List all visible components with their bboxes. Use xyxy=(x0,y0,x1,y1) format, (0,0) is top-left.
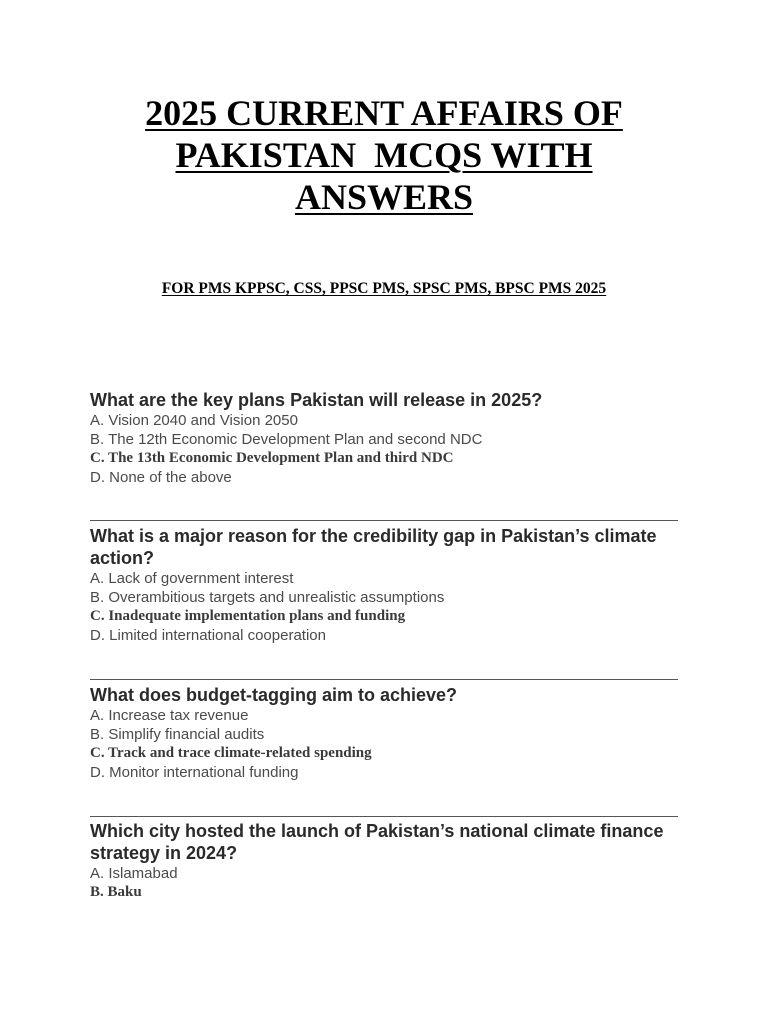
title-line-2: PAKISTAN MCQS WITH xyxy=(175,135,593,175)
section-divider xyxy=(90,520,678,521)
question-block-1 xyxy=(90,389,680,487)
question-text: What are the key plans Pakistan will release in 2025? xyxy=(90,390,543,410)
option-b: B. Overambitious targets and unrealistic assumptions xyxy=(90,589,445,606)
option-b: B. The 12th Economic Development Plan and second NDC xyxy=(90,431,483,448)
section-divider xyxy=(90,679,678,680)
option-b: B. Simplify financial audits xyxy=(90,726,265,743)
page-title xyxy=(0,92,768,218)
option-c-correct-answer: C. The 13th Economic Development Plan and third NDC xyxy=(90,450,454,466)
question-block-4 xyxy=(90,820,680,902)
option-a: A. Increase tax revenue xyxy=(90,707,249,724)
option-b-correct-answer: B. Baku xyxy=(90,884,142,900)
option-d: D. Monitor international funding xyxy=(90,764,299,781)
title-line-1: 2025 CURRENT AFFAIRS OF xyxy=(145,93,623,133)
title-line-3: ANSWERS xyxy=(294,177,474,217)
option-d: D. None of the above xyxy=(90,469,232,486)
question-text: Which city hosted the launch of Pakistan’s national climate finance strategy in 2024? xyxy=(90,821,664,863)
option-a: A. Lack of government interest xyxy=(90,570,294,587)
page-subtitle: FOR PMS KPPSC, CSS, PPSC PMS, SPSC PMS, BPSC PMS 2025 xyxy=(161,280,607,297)
option-a: A. Vision 2040 and Vision 2050 xyxy=(90,412,298,429)
option-c-correct-answer: C. Inadequate implementation plans and funding xyxy=(90,608,406,624)
question-block-2 xyxy=(90,525,680,645)
option-a: A. Islamabad xyxy=(90,865,178,882)
question-text: What does budget-tagging aim to achieve? xyxy=(90,685,458,705)
question-block-3 xyxy=(90,684,680,782)
question-text: What is a major reason for the credibility gap in Pakistan’s climate action? xyxy=(90,526,657,568)
section-divider xyxy=(90,816,678,817)
option-c-correct-answer: C. Track and trace climate-related spending xyxy=(90,745,372,761)
option-d: D. Limited international cooperation xyxy=(90,627,326,644)
